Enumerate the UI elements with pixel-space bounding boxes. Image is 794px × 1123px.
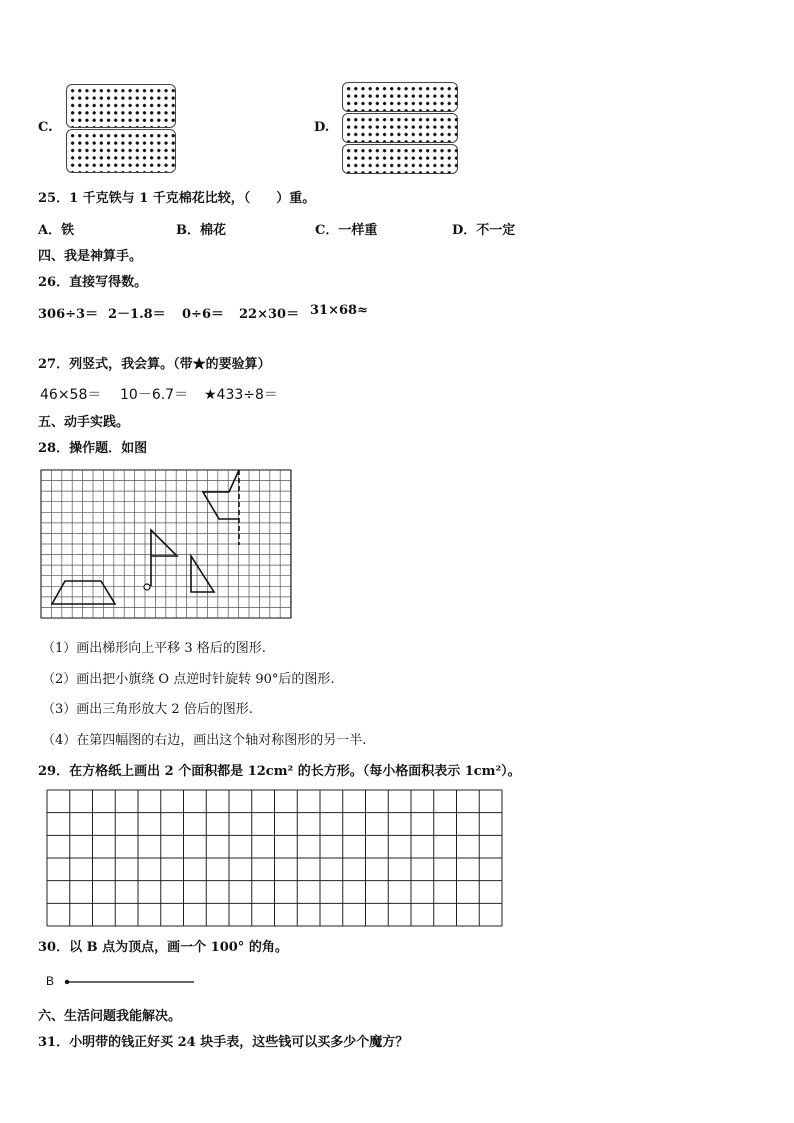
section-title: 六、生活问题我能解决。: [38, 1009, 182, 1024]
q26-item: 22×30＝: [239, 307, 300, 322]
q25-option-b: B．棉花: [176, 223, 226, 238]
dot-card: [66, 84, 176, 128]
q28-stem: 28．操作题．如图: [38, 441, 148, 456]
q28-sub-2: （2）画出把小旗绕 O 点逆时针旋转 90°后的图形.: [42, 672, 335, 687]
q26-item: 0÷6＝: [182, 307, 224, 322]
q30-stem: 30．以 B 点为顶点，画一个 100° 的角。: [38, 940, 288, 955]
dot-card: [342, 82, 458, 112]
q25-option-c: C．一样重: [315, 223, 378, 238]
dot-card: [66, 129, 176, 173]
q31-stem: 31．小明带的钱正好买 24 块手表，这些钱可以买多少个魔方？: [38, 1035, 409, 1050]
q29-grid: [47, 790, 502, 926]
ray-from-b: [64, 979, 196, 985]
half-symmetric-shape: [203, 470, 239, 519]
q27-item: ★433÷8＝: [204, 387, 278, 403]
q28-sub-4: （4）在第四幅图的右边，画出这个轴对称图形的另一半.: [42, 733, 367, 748]
flag-shape: [151, 530, 177, 586]
section-title: 四、我是神算手。: [38, 249, 143, 264]
q28-sub-3: （3）画出三角形放大 2 倍后的图形.: [42, 702, 253, 717]
q28-grid: [41, 470, 291, 618]
q25-stem: 25．1 千克铁与 1 千克棉花比较，（ ）重。: [38, 191, 316, 206]
q27-stem: 27．列竖式，我会算。（带★的要验算）: [38, 357, 271, 372]
section-title: 五、动手实践。: [38, 415, 130, 430]
option-d-label: D.: [314, 120, 330, 135]
q25-option-a: A．铁: [38, 223, 75, 238]
option-c-label: C.: [38, 120, 53, 135]
dot-card: [342, 144, 458, 174]
q29-grid-figure: [47, 790, 502, 926]
q27-item: 46×58＝: [40, 387, 102, 403]
q26-item: 306÷3＝: [38, 307, 99, 322]
q28-grid-figure: [41, 470, 291, 618]
point-o-marker: [144, 584, 150, 590]
q26-item: 2－1.8＝: [108, 307, 166, 322]
point-b-label: B: [46, 974, 55, 988]
q26-stem: 26．直接写得数。: [38, 275, 148, 290]
dot-card: [342, 113, 458, 143]
q25-option-d: D．不一定: [452, 223, 516, 238]
ray-figure: [64, 979, 196, 985]
q28-sub-1: （1）画出梯形向上平移 3 格后的图形.: [42, 641, 266, 656]
q29-stem: 29．在方格纸上画出 2 个面积都是 12cm² 的长方形。（每小格面积表示 1cm²）。: [38, 764, 521, 779]
q26-item: 31×68≈: [310, 303, 368, 318]
q27-item: 10－6.7＝: [120, 387, 189, 403]
